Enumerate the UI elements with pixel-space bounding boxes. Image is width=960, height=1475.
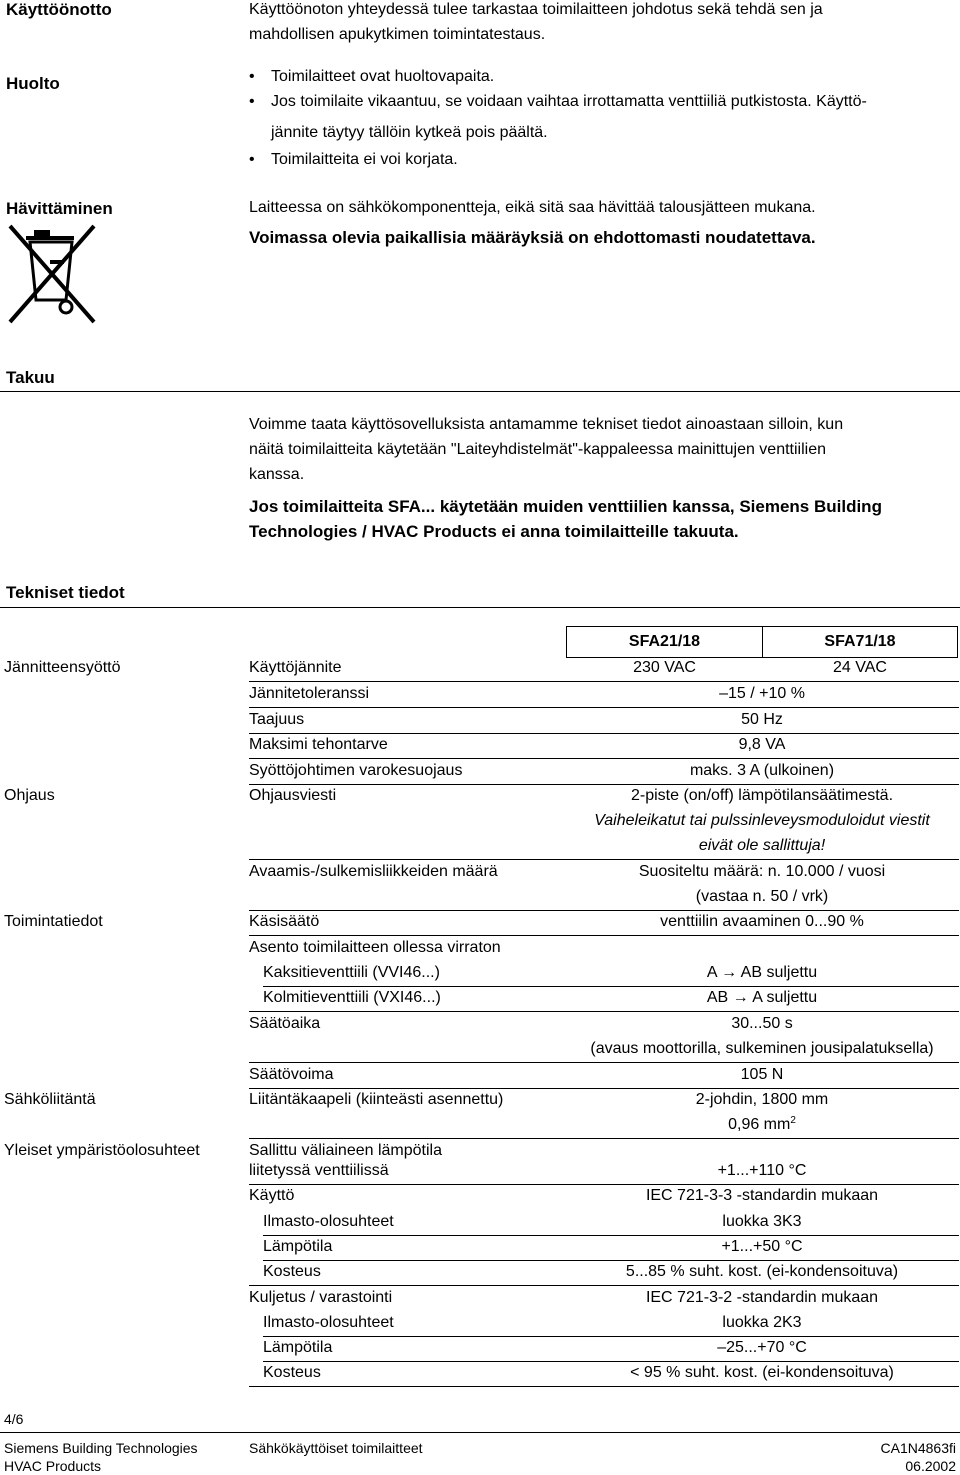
row-underline [263,1361,959,1362]
closed-port-label: A suljettu [752,989,818,1006]
row-underline [249,1184,959,1185]
page-number: 4/6 [4,1411,24,1427]
huolto-continuation-line: jännite täytyy tällöin kytkeä pois päältä. [271,124,548,141]
takuu-bold-line: Jos toimilaitteita SFA... käytetään muiden venttiilien kanssa, Siemens Building [249,497,882,516]
kayttoonotto-line: mahdollisen apukytkimen toimintatestaus. [249,26,546,43]
row-underline [263,986,959,987]
row-value: 105 N [740,1066,784,1083]
row-underline [249,1088,959,1089]
row-value: luokka 2K3 [722,1314,802,1331]
row-underline [249,784,959,785]
row-value: +1...+50 °C [721,1238,803,1255]
arrow-right-icon: → [721,964,738,981]
group-label-toimintatiedot: Toimintatiedot [4,913,103,930]
group-label-jannitteensyotto: Jännitteensyöttö [4,659,121,676]
row-underline [249,935,959,936]
row-value: 2-johdin, 1800 mm [695,1091,829,1108]
row-label-varokesuojaus: Syöttöjohtimen varokesuojaus [249,762,463,779]
row-underline [249,707,959,708]
takuu-line: näitä toimilaitteita käytetään "Laiteyhdistelmät"-kappaleessa mainittujen venttiilien [249,441,827,458]
row-label-kuljetus: Kuljetus / varastointi [249,1289,393,1306]
row-label-taajuus: Taajuus [249,711,305,728]
havittaminen-text: Laitteessa on sähkökomponentteja, eikä sitä saa hävittää talousjätteen mukana. [249,199,816,216]
row-label-asento: Asento toimilaitteen ollessa virraton [249,939,501,956]
row-label-valiaine-1: Sallittu väliaineen lämpötila [249,1142,442,1159]
footer-date: 06.2002 [905,1458,956,1474]
footer-divider [0,1432,960,1433]
huolto-bullet-list-2 [249,147,949,172]
row-label-kolmitieventtiili: Kolmitieventtiili (VXI46...) [263,989,441,1006]
takuu-line: Voimme taata käyttösovelluksista antamamme tekniset tiedot ainoastaan silloin, kun [249,416,844,433]
row-value [562,1116,960,1134]
row-underline [249,681,959,682]
row-label-liikkeiden-maara: Avaamis-/sulkemisliikkeiden määrä [249,863,498,880]
row-label-kasisaato: Käsisäätö [249,913,320,930]
takuu-bold-text [249,494,949,544]
takuu-bold-line: Technologies / HVAC Products ei anna toimilaitteille takuuta. [249,522,739,541]
row-label-kuljetus-lampotila: Lämpötila [263,1339,333,1356]
divider [0,607,960,608]
group-label-sahkoliitanta: Sähköliitäntä [4,1091,96,1108]
row-label-saatoaika: Säätöaika [249,1015,321,1032]
section-heading-kayttoonotto: Käyttöönotto [6,0,112,19]
row-label-kaksitieventtiili: Kaksitieventtiili (VVI46...) [263,964,440,981]
havittaminen-bold-text: Voimassa olevia paikallisia määräyksiä on ehdottomasti noudatettava. [249,228,816,247]
port-label: AB [706,989,729,1006]
row-underline [263,1260,959,1261]
list-item: • Jos toimilaite vikaantuu, se voidaan vaihtaa irrottamatta venttiiliä putkistosta. Käyttö- [249,89,949,114]
row-value: +1...+110 °C [717,1162,807,1179]
row-value: venttiilin avaaminen 0...90 % [660,913,864,930]
row-value: < 95 % suht. kost. (ei-kondensoituva) [630,1364,894,1381]
row-label-valiaine-2: liitetyssä venttiilissä [249,1162,389,1179]
kayttoonotto-line: Käyttöönoton yhteydessä tulee tarkastaa toimilaitteen johdotus sekä tehdä sen ja [249,1,823,18]
row-value: IEC 721-3-2 -standardin mukaan [645,1289,879,1306]
row-underline [249,1285,959,1286]
row-underline [249,910,959,911]
port-label: A [706,964,717,981]
group-label-ymparisto: Yleiset ympäristöolosuhteet [4,1142,200,1159]
row-value: 50 Hz [741,711,783,728]
row-label-kayttojannite: Käyttöjännite [249,659,342,676]
crossed-out-wheelie-bin-icon [6,222,98,331]
row-underline [249,1386,959,1387]
arrow-right-icon: → [732,989,749,1006]
cable-cross-section: 0,96 mm [728,1116,791,1133]
row-underline [249,1138,959,1139]
list-item: • Toimilaitteita ei voi korjata. [249,147,949,172]
row-label-liitantakaapeli: Liitäntäkaapeli (kiinteästi asennettu) [249,1091,504,1108]
row-label-kaytto-ilmasto: Ilmasto-olosuhteet [263,1213,394,1230]
row-label-kaytto-lampotila: Lämpötila [263,1238,333,1255]
section-heading-tekniset-tiedot: Tekniset tiedot [6,583,125,602]
footer-division: HVAC Products [4,1458,101,1474]
takuu-text [249,412,949,487]
section-heading-havittaminen: Hävittäminen [6,199,113,218]
row-value-sfa21: 230 VAC [633,659,696,676]
takuu-line: kanssa. [249,466,305,483]
row-value: 9,8 VA [738,736,786,753]
row-label-kuljetus-kosteus: Kosteus [263,1364,321,1381]
row-note: eivät ole sallittuja! [698,837,826,854]
row-underline [249,733,959,734]
row-label-ohjausviesti: Ohjausviesti [249,787,337,804]
row-label-kuljetus-ilmasto: Ilmasto-olosuhteet [263,1314,394,1331]
row-underline [263,1235,959,1236]
row-label-kaytto-kosteus: Kosteus [263,1263,321,1280]
closed-port-label: AB suljettu [740,964,818,981]
row-underline [249,1011,959,1012]
divider [0,391,960,392]
row-underline [263,1336,959,1337]
row-value: luokka 3K3 [722,1213,802,1230]
row-underline [249,1062,959,1063]
row-label-tehontarve: Maksimi tehontarve [249,736,388,753]
row-value: Suositeltu määrä: n. 10.000 / vuosi [638,863,886,880]
row-value [562,989,960,1007]
row-value: 5...85 % suht. kost. (ei-kondensoituva) [625,1263,899,1280]
row-value: –15 / +10 % [719,685,805,702]
superscript: 2 [790,1115,796,1126]
row-label-jannitetoleranssi: Jännitetoleranssi [249,685,370,702]
footer-document-code: CA1N4863fi [880,1440,956,1456]
row-value: IEC 721-3-3 -standardin mukaan [645,1187,879,1204]
group-label-ohjaus: Ohjaus [4,787,55,804]
row-value: 2-piste (on/off) lämpötilansäätimestä. [630,787,894,804]
row-underline [249,758,959,759]
row-note: Vaiheleikatut tai pulssinleveysmoduloidut viestit [594,812,930,829]
row-value: (avaus moottorilla, sulkeminen jousipalatuksella) [590,1040,934,1057]
kayttoonotto-text [249,0,949,47]
row-value: 30...50 s [731,1015,793,1032]
row-value [562,964,960,982]
list-item: • Toimilaitteet ovat huoltovapaita. [249,64,949,89]
section-heading-takuu: Takuu [6,368,55,387]
section-heading-huolto: Huolto [6,74,60,93]
row-label-saatovoima: Säätövoima [249,1066,334,1083]
table-header-sfa71: SFA71/18 [762,626,958,658]
row-label-kaytto: Käyttö [249,1187,295,1204]
table-header-sfa21: SFA21/18 [566,626,763,658]
row-value-sfa71: 24 VAC [833,659,887,676]
row-value: (vastaa n. 50 / vrk) [695,888,829,905]
row-value: maks. 3 A (ulkoinen) [689,762,835,779]
footer-company: Siemens Building Technologies [4,1440,198,1456]
row-value: –25...+70 °C [717,1339,807,1356]
footer-document-title: Sähkökäyttöiset toimilaitteet [249,1440,423,1456]
row-underline [249,859,959,860]
huolto-bullet-list [249,64,949,114]
